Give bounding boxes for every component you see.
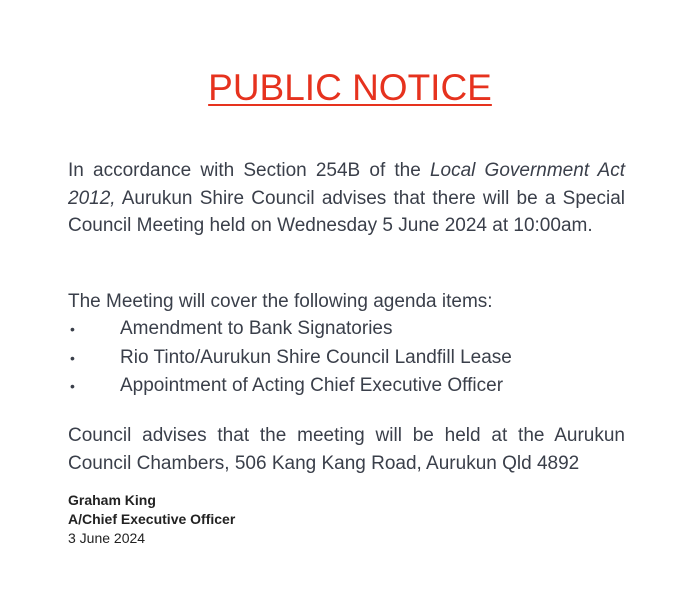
agenda-list bbox=[68, 315, 628, 401]
act-name: Local Government Act 2012, bbox=[68, 160, 625, 209]
intro-paragraph bbox=[68, 157, 625, 240]
agenda-item-text: Appointment of Acting Chief Executive Officer bbox=[120, 375, 504, 396]
agenda-item bbox=[68, 315, 628, 344]
notice-title bbox=[0, 66, 700, 110]
bullet-icon: • bbox=[70, 321, 75, 337]
agenda-item-text: Amendment to Bank Signatories bbox=[120, 318, 393, 339]
bullet-icon: • bbox=[70, 378, 75, 394]
signatory-title: A/Chief Executive Officer bbox=[68, 511, 236, 527]
agenda-item-text: Rio Tinto/Aurukun Shire Council Landfill Lease bbox=[120, 346, 512, 368]
notice-date: 3 June 2024 bbox=[68, 530, 146, 546]
intro-text-part1: In accordance with Section 254B of the bbox=[68, 160, 430, 181]
location-paragraph: Council advises that the meeting will be held at the Aurukun Council Chambers, 506 Kang Kang Road, Aurukun Qld 4892 bbox=[68, 425, 625, 474]
notice-title-text: PUBLIC NOTICE bbox=[208, 67, 492, 108]
bullet-icon: • bbox=[70, 349, 75, 366]
agenda-item bbox=[68, 344, 628, 373]
intro-text-part2: Aurukun Shire Council advises that there will be a Special Council Meeting held on Wednesday 5 June 2024 at 10:00am. bbox=[68, 187, 625, 236]
agenda-item bbox=[68, 372, 628, 401]
agenda-lead: The Meeting will cover the following agenda items: bbox=[68, 291, 493, 312]
signatory-name: Graham King bbox=[68, 492, 156, 508]
